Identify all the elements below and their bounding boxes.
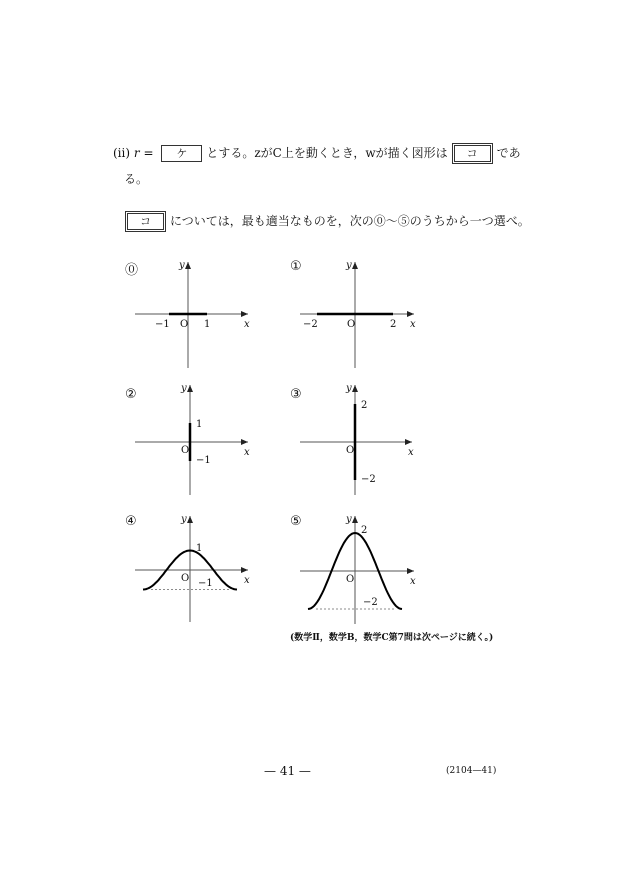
variable-r: r (133, 146, 140, 160)
pos-tick-label: 2 (390, 319, 397, 330)
y-axis-label: y (181, 514, 187, 525)
instruction-box-ko[interactable]: コ (125, 211, 166, 232)
y-axis-label: y (346, 383, 352, 394)
pos-tick-label: 1 (204, 319, 211, 330)
footer-note: (数学Ⅱ，数学B，数学C第7問は次ページに続く。) (290, 633, 494, 643)
x-axis-label: x (244, 319, 250, 330)
x-axis-label: x (408, 447, 414, 458)
pos-tick-label: 2 (361, 400, 368, 411)
answer-box-ke[interactable]: ケ (161, 145, 202, 162)
x-axis-arrow-icon (407, 568, 414, 574)
neg-tick-label: −1 (155, 319, 170, 330)
pos-tick-label: 1 (196, 542, 203, 554)
pos-tick-label: 1 (196, 419, 203, 430)
question-text-end: であ (496, 146, 521, 160)
y-axis-arrow-icon (187, 516, 193, 523)
y-axis-label: y (346, 260, 352, 271)
y-axis-arrow-icon (352, 385, 358, 392)
choice-number-2: ② (125, 387, 137, 402)
neg-tick-label: −2 (363, 597, 378, 608)
choice-number-4: ④ (125, 514, 137, 529)
neg-tick-label: −1 (198, 577, 213, 589)
question-line-2: る。 (124, 172, 149, 186)
origin-label: O (347, 319, 356, 330)
page-code: (2104—41) (446, 766, 497, 776)
y-axis-label: y (179, 260, 185, 271)
x-axis-arrow-icon (241, 311, 248, 317)
neg-tick-label: −2 (361, 474, 376, 485)
x-axis-arrow-icon (407, 311, 414, 317)
origin-label: O (346, 445, 355, 456)
x-axis-label: x (244, 447, 250, 458)
page-number: — 41 — (264, 764, 311, 778)
origin-label: O (180, 319, 189, 330)
y-axis-arrow-icon (185, 262, 191, 269)
choice-number-5: ⑤ (290, 514, 302, 529)
x-axis-arrow-icon (241, 567, 248, 573)
neg-tick-label: −2 (303, 319, 318, 330)
choice-number-3: ③ (290, 387, 302, 402)
y-axis-arrow-icon (352, 516, 358, 523)
equals-sign: = (143, 146, 154, 160)
origin-label: O (181, 573, 190, 584)
x-axis-arrow-icon (241, 439, 248, 445)
y-axis-label: y (181, 383, 187, 394)
instruction-text: については，最も適当なものを，次の⓪～⑤のうちから一つ選べ。 (170, 214, 530, 228)
pos-tick-label: 2 (361, 525, 368, 536)
origin-label: O (346, 574, 355, 585)
choice-number-0: ⓪ (125, 263, 139, 278)
x-axis-label: x (244, 575, 250, 586)
subquestion-number: (ii) (113, 146, 131, 160)
y-axis-arrow-icon (352, 262, 358, 269)
question-text: とする。zがC上を動くとき，wが描く図形は (206, 146, 448, 160)
origin-label: O (181, 445, 190, 456)
x-axis-label: x (410, 319, 416, 330)
y-axis-label: y (346, 514, 352, 525)
x-axis-label: x (410, 576, 416, 587)
x-axis-arrow-icon (405, 439, 412, 445)
neg-tick-label: −1 (196, 455, 211, 466)
y-axis-arrow-icon (187, 385, 193, 392)
choice-number-1: ① (290, 259, 302, 274)
answer-box-ko[interactable]: コ (452, 143, 493, 164)
